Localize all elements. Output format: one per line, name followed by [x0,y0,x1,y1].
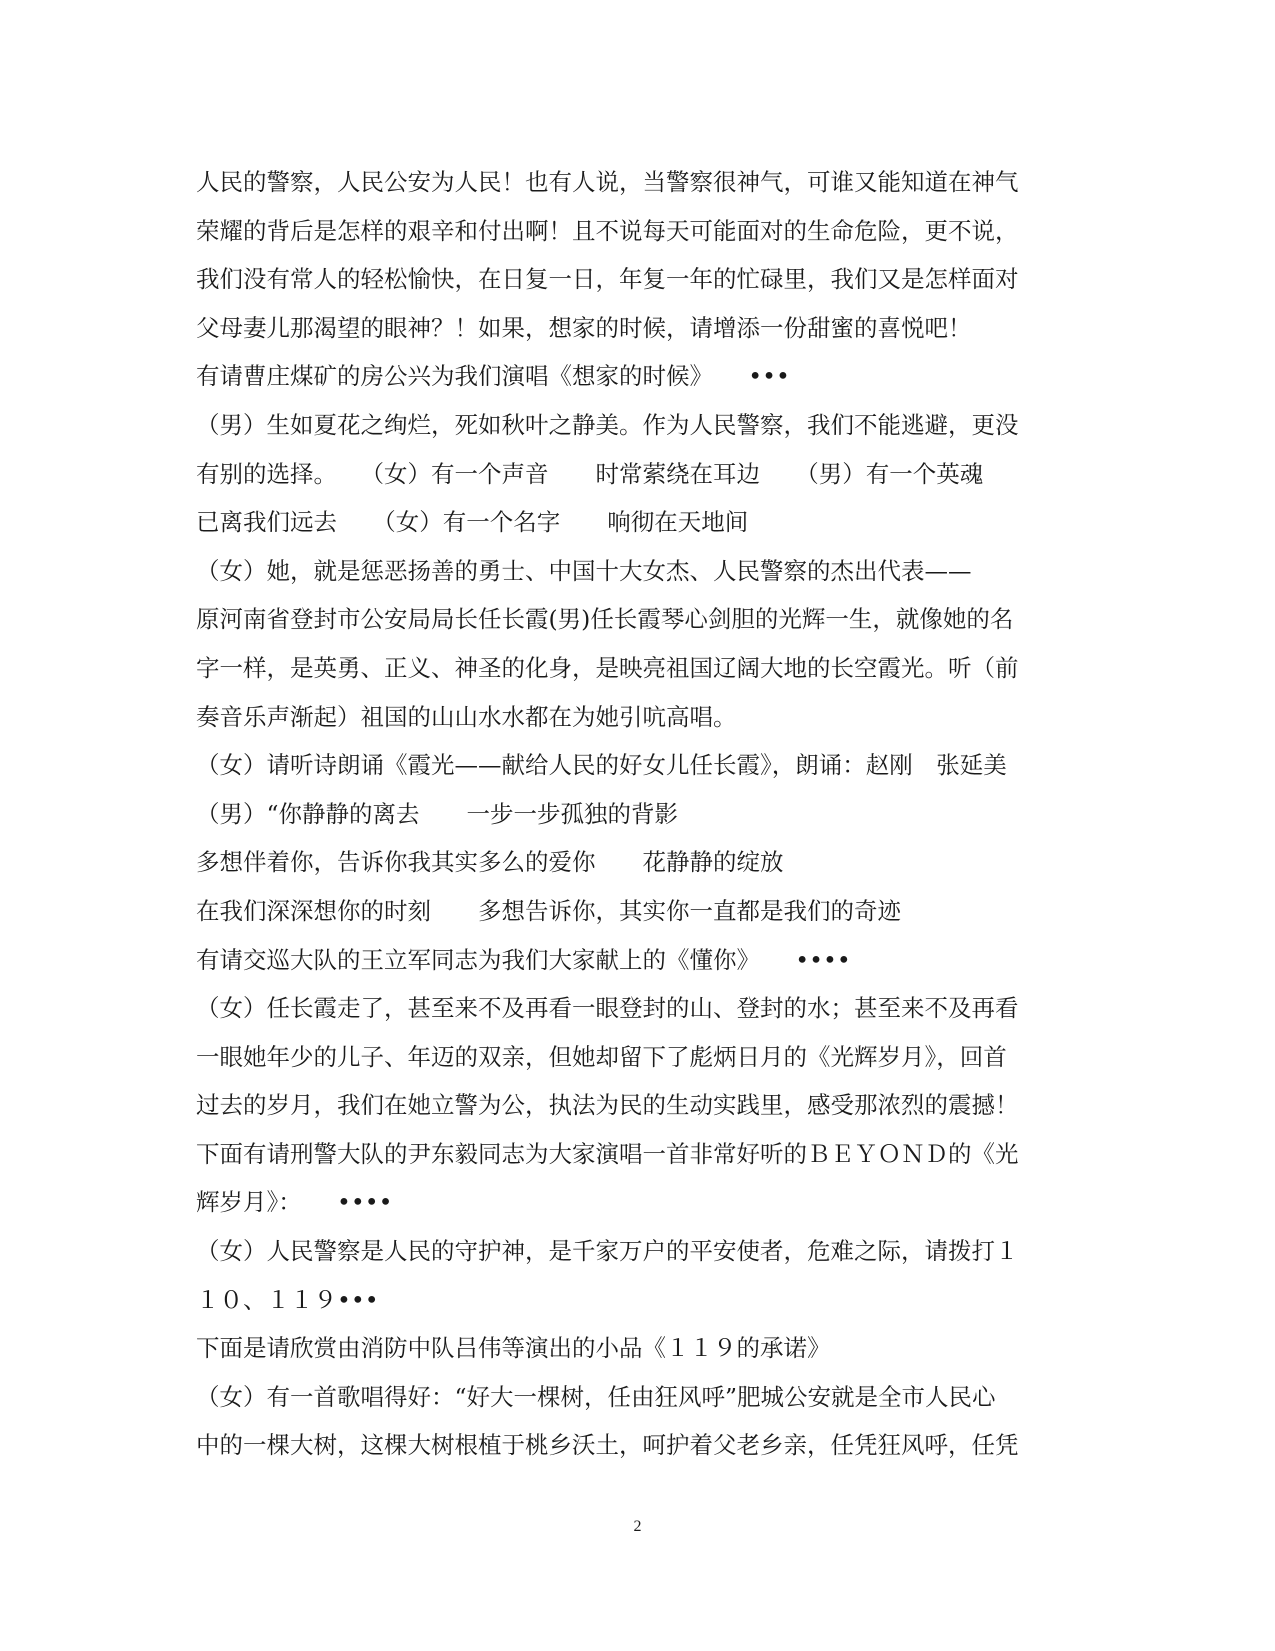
text-line: 奏音乐声渐起）祖国的山山水水都在为她引吭高唱。 [196,702,737,731]
text-line: 下面有请刑警大队的尹东毅同志为大家演唱一首非常好听的ＢＥＹＯＮＤ的《光 [196,1139,1019,1168]
text-line: １０、１１９••• [196,1285,379,1314]
text-line: 人民的警察，人民公安为人民！也有人说，当警察很神气，可谁又能知道在神气 [196,168,1019,196]
text-line: （女）有一首歌唱得好：“好大一棵树，任由狂风呼”肥城公安就是全市人民心 [196,1382,996,1411]
text-line: （男）生如夏花之绚烂，死如秋叶之静美。作为人民警察，我们不能逃避，更没 [196,410,1019,439]
text-line: 一眼她年少的儿子、年迈的双亲，但她却留下了彪炳日月的《光辉岁月》，回首 [196,1042,1007,1071]
text-line: （女）人民警察是人民的守护神，是千家万户的平安使者，危难之际，请拨打１ [196,1237,1019,1266]
text-line: 过去的岁月，我们在她立警为公，执法为民的生动实践里，感受那浓烈的震撼！ [196,1091,1019,1120]
text-line: 父母妻儿那渴望的眼神？！如果，想家的时候，请增添一份甜蜜的喜悦吧！ [196,313,972,342]
text-line: 下面是请欣赏由消防中队吕伟等演出的小品《１１９的承诺》 [196,1334,831,1363]
text-line: 我们没有常人的轻松愉快，在日复一日，年复一年的忙碌里，我们又是怎样面对 [196,265,1019,294]
text-line: （女）她，就是惩恶扬善的勇士、中国十大女杰、人民警察的杰出代表—— [196,556,972,585]
text-line: 字一样，是英勇、正义、神圣的化身，是映亮祖国辽阔大地的长空霞光。听（前 [196,653,1019,682]
text-line: 多想伴着你，告诉你我其实多么的爱你 花静静的绽放 [196,848,784,877]
page-number: 2 [633,1518,642,1535]
text-line: 有请曹庄煤矿的房公兴为我们演唱《想家的时候》 ••• [196,362,790,391]
text-line: 有别的选择。 （女）有一个声音 时常萦绕在耳边 （男）有一个英魂 [196,459,984,488]
text-line: （男）“你静静的离去 一步一步孤独的背影 [196,799,679,828]
text-line: 中的一棵大树，这棵大树根植于桃乡沃土，呵护着父老乡亲，任凭狂风呼，任凭 [196,1431,1019,1460]
body-text [196,158,1076,1470]
text-line: （女）请听诗朗诵《霞光——献给人民的好女儿任长霞》，朗诵：赵刚 张延美 [196,751,1007,780]
text-line: 辉岁月》： •••• [196,1188,393,1217]
text-line: 荣耀的背后是怎样的艰辛和付出啊！且不说每天可能面对的生命危险，更不说， [196,216,1019,245]
text-line: 有请交巡大队的王立军同志为我们大家献上的《懂你》 •••• [196,945,851,974]
text-line: 原河南省登封市公安局局长任长霞(男)任长霞琴心剑胆的光辉一生，就像她的名 [196,605,1014,634]
text-line: （女）任长霞走了，甚至来不及再看一眼登封的山、登封的水；甚至来不及再看 [196,994,1019,1023]
text-line: 已离我们远去 （女）有一个名字 响彻在天地间 [196,508,749,537]
text-line: 在我们深深想你的时刻 多想告诉你，其实你一直都是我们的奇迹 [196,896,901,925]
